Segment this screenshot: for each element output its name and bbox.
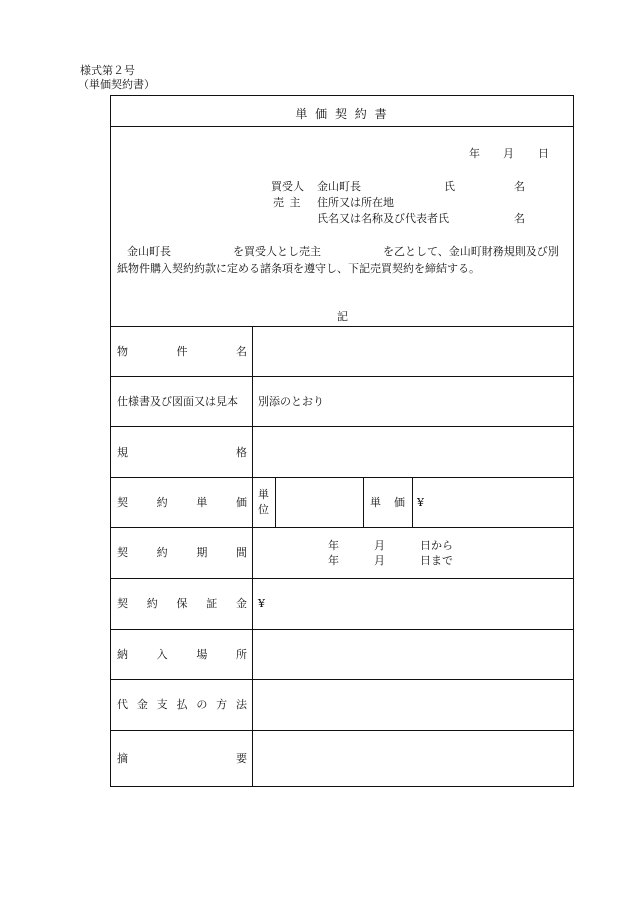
column-divider: [412, 477, 413, 527]
divider: [111, 326, 573, 327]
period-to-year: 年: [328, 554, 339, 567]
column-divider: [275, 477, 276, 527]
form-kind: （単価契約書）: [78, 78, 155, 91]
column-divider: [363, 477, 364, 527]
place-label: 納 入 場 所: [117, 648, 247, 661]
tanka-label-1: 単: [370, 496, 381, 509]
buyer-name: 金山町長: [317, 180, 361, 193]
divider: [111, 679, 573, 680]
body-text: を買受人とし売主: [233, 245, 321, 258]
divider: [111, 376, 573, 377]
body-text: を乙として、金山町財務規則及び別: [383, 245, 559, 258]
period-to-month: 月: [374, 554, 385, 567]
body-text: 金山町長: [127, 245, 171, 258]
ki-label: 記: [337, 310, 348, 323]
divider: [111, 477, 573, 478]
yen-symbol: ¥: [417, 496, 424, 509]
period-label: 契 約 期 間: [117, 546, 247, 559]
divider: [111, 126, 573, 127]
payment-label: 代 金 支 払 の 方 法: [117, 698, 247, 711]
form-title: 単 価 契 約 書: [295, 107, 389, 121]
period-to: 日まで: [420, 554, 453, 567]
date-month: 月: [503, 147, 514, 160]
date-day: 日: [538, 147, 549, 160]
seller-label: 売 主: [273, 196, 302, 209]
buyer-mei: 名: [514, 180, 525, 193]
column-divider: [252, 326, 253, 786]
standard-label: 規 格: [117, 446, 247, 459]
tanka-label-2: 価: [394, 496, 405, 509]
date-year: 年: [469, 147, 480, 160]
period-from: 日から: [420, 539, 453, 552]
seller-name-label: 氏名又は名称及び代表者氏: [317, 212, 449, 225]
spec-label: 仕様書及び図面又は見本: [117, 395, 238, 408]
buyer-shi: 氏: [444, 180, 455, 193]
deposit-label: 契 約 保 証 金: [117, 597, 247, 610]
body-text: 紙物件購入契約約款に定める諸条項を遵守し、下記売買契約を締結する。: [117, 262, 480, 275]
seller-address: 住所又は所在地: [317, 196, 394, 209]
unit-label-top: 単: [258, 488, 269, 501]
divider: [111, 730, 573, 731]
period-from-year: 年: [328, 539, 339, 552]
deposit-yen: ¥: [258, 597, 265, 610]
period-from-month: 月: [374, 539, 385, 552]
buyer-label: 買受人: [271, 180, 304, 193]
summary-label: 摘 要: [117, 752, 247, 765]
item-name-label: 物 件 名: [117, 345, 247, 358]
seller-mei: 名: [514, 212, 525, 225]
contract-form: [110, 95, 574, 787]
divider: [111, 426, 573, 427]
form-number: 様式第２号: [80, 64, 135, 77]
spec-value: 別添のとおり: [258, 395, 324, 408]
divider: [111, 629, 573, 630]
unit-price-label: 契 約 単 価: [117, 496, 247, 509]
divider: [111, 578, 573, 579]
divider: [111, 527, 573, 528]
unit-label-bottom: 位: [258, 503, 269, 516]
